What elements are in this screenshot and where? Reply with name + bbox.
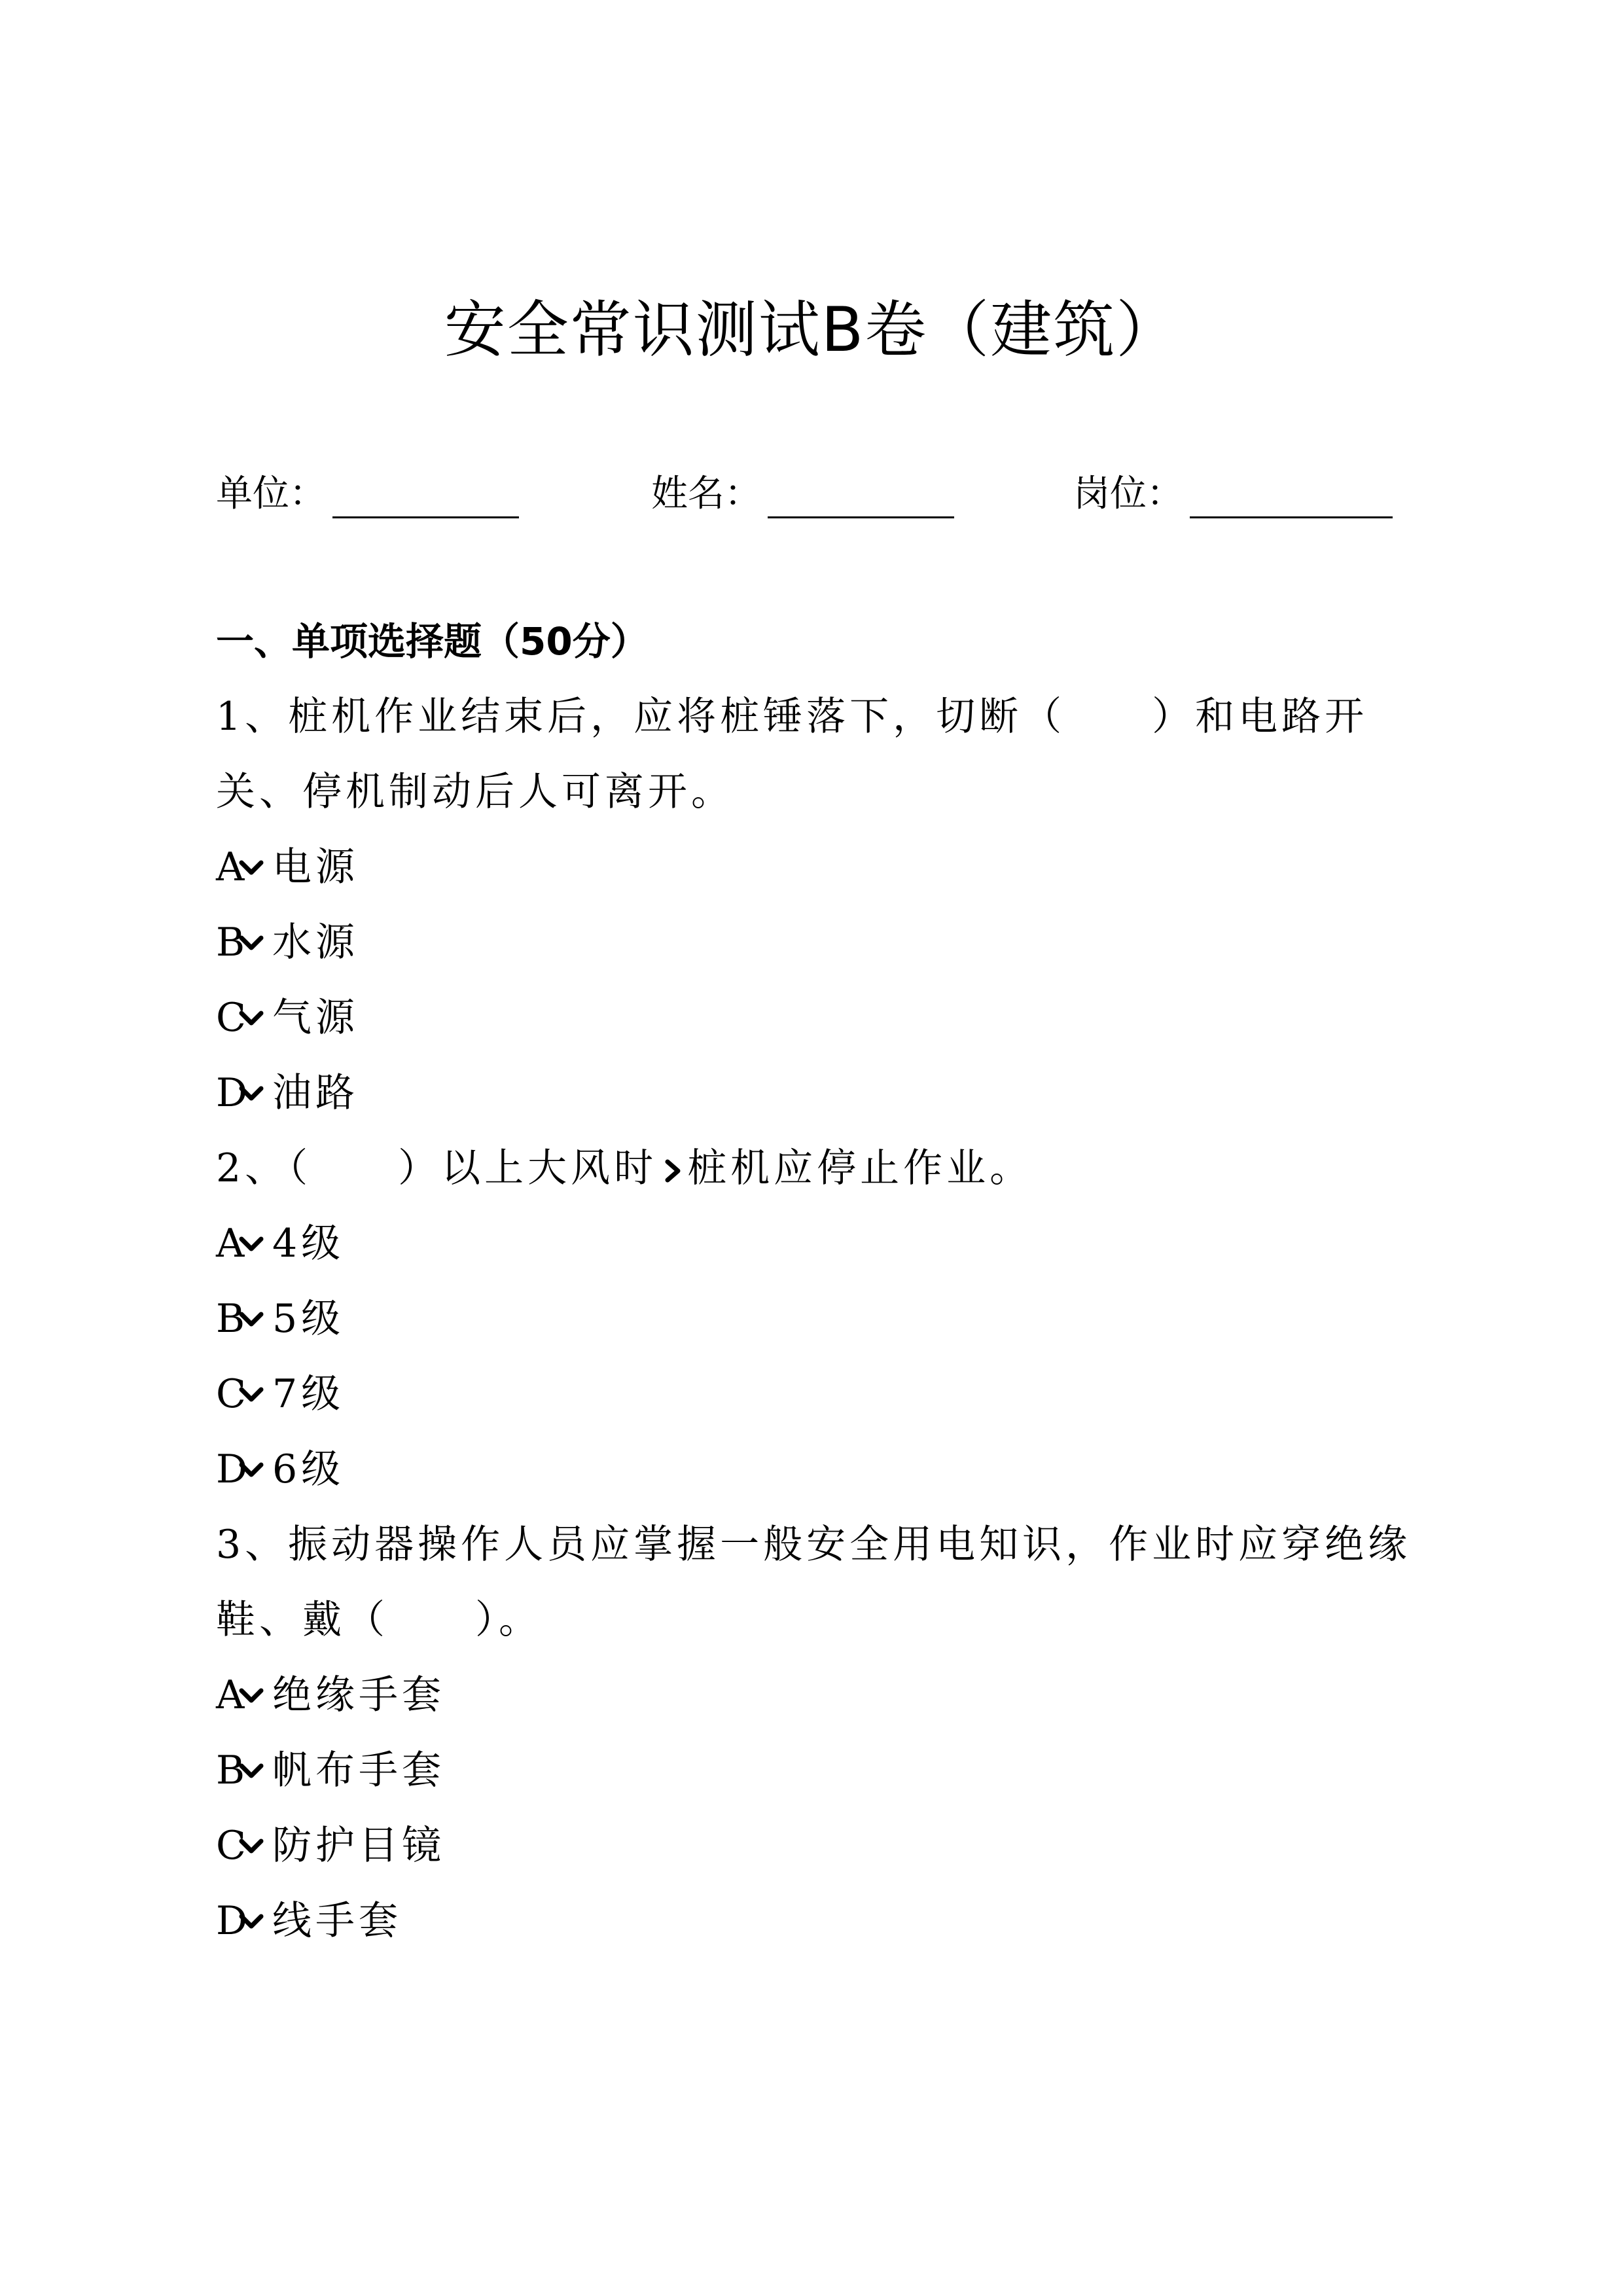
option-letter: A xyxy=(216,1221,249,1266)
question-2-option-c xyxy=(216,1358,344,1430)
chevron-down-icon xyxy=(238,854,264,880)
question-3-line-2: 鞋、戴（ ）。 xyxy=(216,1597,542,1643)
chevron-down-icon xyxy=(238,1230,264,1257)
name-blank-line[interactable] xyxy=(768,471,954,518)
option-letter: B xyxy=(216,1296,249,1342)
question-2-option-d xyxy=(216,1433,344,1505)
unit-label: 单位： xyxy=(216,473,326,515)
option-letter: C xyxy=(216,1371,250,1417)
question-1-line-2: 关、停机制动后人可离开。 xyxy=(216,769,734,815)
info-row xyxy=(216,458,1420,530)
question-2-option-a xyxy=(216,1208,344,1280)
option-letter: B xyxy=(216,920,249,965)
question-1-option-b xyxy=(216,906,359,978)
document-title: 安全常识测试B卷（建筑） xyxy=(444,295,1179,366)
chevron-down-icon xyxy=(238,1908,264,1934)
chevron-right-icon xyxy=(661,1135,683,1161)
post-blank-line[interactable] xyxy=(1190,471,1393,518)
option-letter: D xyxy=(216,1446,252,1492)
question-1-line-1: 1、桩机作业结束后，应将桩锤落下，切断（ ）和电路开 xyxy=(216,694,1368,740)
option-letter: A xyxy=(216,1672,249,1718)
chevron-down-icon xyxy=(238,1306,264,1332)
chevron-down-icon xyxy=(238,1381,264,1407)
option-letter: C xyxy=(216,995,250,1041)
post-label: 岗位： xyxy=(1073,473,1183,515)
question-2-option-b xyxy=(216,1283,344,1355)
question-3-option-d xyxy=(216,1885,402,1957)
option-text: 5级 xyxy=(272,1296,345,1342)
question-3-option-b xyxy=(216,1734,445,1806)
option-text: 水源 xyxy=(272,920,359,965)
section-title: 一、单项选择题（50分） xyxy=(216,619,649,664)
option-text: 防护目镜 xyxy=(272,1823,445,1869)
name-field xyxy=(651,458,954,530)
chevron-down-icon xyxy=(238,1456,264,1482)
chevron-down-icon xyxy=(238,929,264,956)
option-text: 帆布手套 xyxy=(272,1748,445,1793)
option-letter: D xyxy=(216,1898,252,1944)
option-letter: B xyxy=(216,1748,249,1793)
option-text: 6级 xyxy=(272,1446,345,1492)
option-text: 4级 xyxy=(272,1221,345,1266)
chevron-down-icon xyxy=(238,1757,264,1784)
question-3-line-1: 3、振动器操作人员应掌握一般安全用电知识，作业时应穿绝缘 xyxy=(216,1522,1412,1568)
option-text: 线手套 xyxy=(272,1898,402,1944)
chevron-down-icon xyxy=(238,1080,264,1106)
option-letter: D xyxy=(216,1070,252,1116)
post-field xyxy=(1073,458,1393,530)
option-text: 7级 xyxy=(272,1371,345,1417)
question-2-line-1 xyxy=(216,1132,1033,1204)
question-2-text-before: 2、（ ）以上大风时 xyxy=(216,1145,658,1191)
question-3-option-c xyxy=(216,1810,445,1882)
question-2-text-after: 桩机应停止作业。 xyxy=(687,1145,1033,1191)
question-3-option-a xyxy=(216,1659,445,1731)
option-text: 绝缘手套 xyxy=(272,1672,445,1718)
option-text: 电源 xyxy=(272,844,359,890)
option-text: 气源 xyxy=(272,995,359,1041)
option-letter: C xyxy=(216,1823,250,1869)
question-1-option-a xyxy=(216,831,359,903)
name-label: 姓名： xyxy=(651,473,761,515)
option-text: 油路 xyxy=(272,1070,359,1116)
unit-field xyxy=(216,458,519,530)
question-1-option-d xyxy=(216,1057,359,1129)
chevron-down-icon xyxy=(238,1833,264,1859)
chevron-down-icon xyxy=(238,1682,264,1708)
question-1-option-c xyxy=(216,982,359,1054)
chevron-down-icon xyxy=(238,1005,264,1031)
unit-blank-line[interactable] xyxy=(332,471,519,518)
option-letter: A xyxy=(216,844,249,890)
